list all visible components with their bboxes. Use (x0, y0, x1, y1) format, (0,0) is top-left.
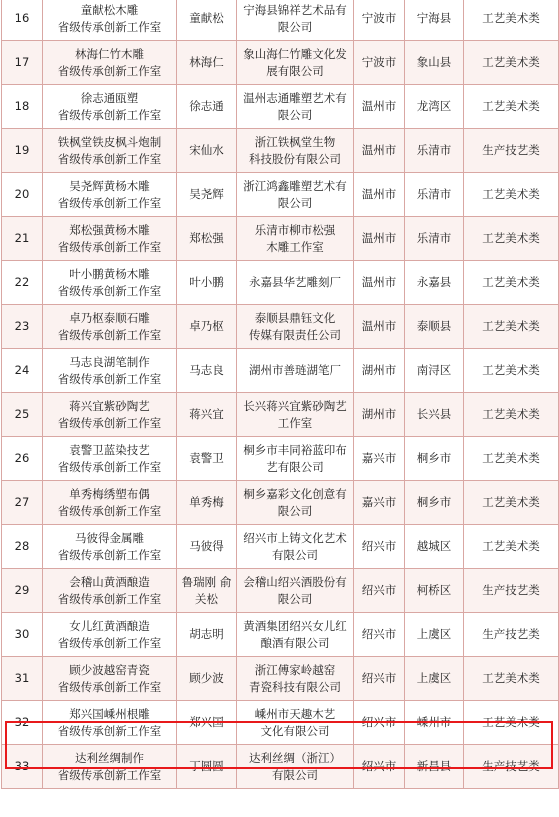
cell-studio-name (43, 657, 177, 701)
cell-person-line: 叶小鹏 (189, 275, 224, 289)
cell-number: 28 (2, 525, 43, 569)
cell-studio-name-line: 叶小鹏黄杨木雕 (69, 266, 150, 281)
cell-city: 温州市 (354, 85, 405, 129)
cell-category: 生产技艺类 (464, 129, 559, 173)
cell-company-line: 浙江鸿鑫雕塑艺术有 (243, 178, 347, 193)
cell-company (237, 569, 354, 613)
cell-person-line: 蒋兴宜 (189, 407, 224, 421)
cell-studio-name-line: 蒋兴宜紫砂陶艺 (69, 398, 150, 413)
table-row (2, 701, 559, 745)
cell-category: 工艺美术类 (464, 437, 559, 481)
cell-person (177, 481, 237, 525)
cell-city: 嘉兴市 (354, 481, 405, 525)
cell-category: 生产技艺类 (464, 745, 559, 789)
cell-studio-name-line: 马志良湖笔制作 (69, 354, 150, 369)
cell-studio-name-line: 会稽山黄酒酿造 (69, 574, 150, 589)
cell-studio-name-line: 省级传承创新工作室 (57, 723, 162, 738)
cell-county: 嵊州市 (405, 701, 464, 745)
cell-studio-name-line: 徐志通瓯塑 (80, 90, 139, 105)
cell-studio-name-line: 省级传承创新工作室 (57, 239, 162, 254)
table-row (2, 657, 559, 701)
cell-studio-name-line: 省级传承创新工作室 (57, 459, 162, 474)
cell-company (237, 701, 354, 745)
cell-city: 温州市 (354, 173, 405, 217)
cell-company-line: 酿酒有限公司 (260, 635, 330, 650)
cell-city: 绍兴市 (354, 525, 405, 569)
cell-person (177, 173, 237, 217)
cell-county: 宁海县 (405, 0, 464, 41)
cell-studio-name (43, 701, 177, 745)
table-row (2, 481, 559, 525)
cell-category: 工艺美术类 (464, 349, 559, 393)
cell-company (237, 613, 354, 657)
table-row (2, 525, 559, 569)
cell-city: 温州市 (354, 217, 405, 261)
cell-company-line: 木雕工作室 (266, 239, 324, 254)
cell-company-line: 科技股份有限公司 (249, 151, 341, 166)
cell-studio-name-line: 林海仁竹木雕 (75, 46, 144, 61)
cell-city: 绍兴市 (354, 569, 405, 613)
cell-county: 泰顺县 (405, 305, 464, 349)
cell-studio-name (43, 437, 177, 481)
cell-company-line: 永嘉县华艺雕刻厂 (249, 275, 341, 289)
cell-company-line: 达利丝绸（浙江） (249, 750, 341, 765)
cell-company-line: 限公司 (277, 195, 313, 210)
cell-company-line: 限公司 (277, 591, 313, 606)
cell-person (177, 569, 237, 613)
cell-county: 桐乡市 (405, 437, 464, 481)
cell-number: 22 (2, 261, 43, 305)
cell-company (237, 0, 354, 41)
cell-company (237, 41, 354, 85)
cell-studio-name-line: 袁警卫蓝染技艺 (69, 442, 150, 457)
cell-number: 29 (2, 569, 43, 613)
cell-company (237, 393, 354, 437)
cell-person (177, 613, 237, 657)
cell-person (177, 701, 237, 745)
cell-city: 温州市 (354, 305, 405, 349)
cell-category: 工艺美术类 (464, 41, 559, 85)
cell-company-line: 长兴蒋兴宜紫砂陶艺 (243, 398, 347, 413)
cell-person (177, 129, 237, 173)
cell-person (177, 393, 237, 437)
cell-studio-name-line: 单秀梅绣塑布偶 (69, 486, 150, 501)
cell-studio-name-line: 省级传承创新工作室 (57, 195, 162, 210)
cell-category: 工艺美术类 (464, 217, 559, 261)
cell-person (177, 745, 237, 789)
cell-category: 工艺美术类 (464, 393, 559, 437)
cell-studio-name (43, 85, 177, 129)
cell-person-line: 袁警卫 (189, 451, 224, 465)
table-row (2, 173, 559, 217)
cell-studio-name-line: 吴尧辉黄杨木雕 (69, 178, 150, 193)
cell-county: 桐乡市 (405, 481, 464, 525)
cell-company (237, 437, 354, 481)
cell-company-line: 有限公司 (272, 767, 318, 782)
cell-category: 工艺美术类 (464, 173, 559, 217)
cell-studio-name-line: 省级传承创新工作室 (57, 19, 162, 34)
cell-city: 湖州市 (354, 349, 405, 393)
table-row (2, 217, 559, 261)
cell-person (177, 0, 237, 41)
cell-company (237, 173, 354, 217)
cell-company (237, 85, 354, 129)
cell-company-line: 青瓷科技有限公司 (249, 679, 341, 694)
cell-city: 嘉兴市 (354, 437, 405, 481)
cell-person-line: 单秀梅 (189, 495, 224, 509)
cell-studio-name (43, 393, 177, 437)
cell-person (177, 349, 237, 393)
cell-studio-name-line: 童献松木雕 (80, 2, 139, 17)
cell-company-line: 限公司 (277, 503, 313, 518)
cell-city: 湖州市 (354, 393, 405, 437)
cell-county: 南浔区 (405, 349, 464, 393)
cell-county: 乐清市 (405, 129, 464, 173)
cell-company-line: 限公司 (277, 19, 313, 34)
cell-county: 龙湾区 (405, 85, 464, 129)
cell-city: 温州市 (354, 261, 405, 305)
cell-company (237, 481, 354, 525)
cell-person (177, 305, 237, 349)
cell-company-line: 浙江傅家岭越窑 (254, 662, 336, 677)
cell-category: 工艺美术类 (464, 85, 559, 129)
cell-studio-name (43, 41, 177, 85)
cell-person (177, 525, 237, 569)
cell-county: 越城区 (405, 525, 464, 569)
cell-studio-name-line: 顾少波越窑青瓷 (69, 662, 150, 677)
cell-category: 工艺美术类 (464, 261, 559, 305)
cell-person-line: 胡志明 (189, 627, 224, 641)
cell-person-line: 童献松 (189, 11, 224, 25)
cell-company-line: 绍兴市上铸文化艺术 (243, 530, 347, 545)
cell-studio-name (43, 613, 177, 657)
cell-number: 25 (2, 393, 43, 437)
cell-company (237, 657, 354, 701)
studio-table (1, 0, 559, 789)
cell-studio-name (43, 129, 177, 173)
cell-person-line: 鲁瑞刚 俞 (181, 574, 232, 589)
cell-company-line: 工作室 (277, 415, 313, 430)
cell-studio-name-line: 省级传承创新工作室 (57, 767, 162, 782)
cell-company-line: 象山海仁竹雕文化发 (243, 46, 347, 61)
cell-number: 30 (2, 613, 43, 657)
cell-company-line: 桐乡市丰同裕蓝印布 (243, 442, 347, 457)
cell-studio-name-line: 省级传承创新工作室 (57, 327, 162, 342)
table-row (2, 129, 559, 173)
cell-studio-name-line: 马彼得金属雕 (75, 530, 144, 545)
cell-person-line: 顾少波 (189, 671, 224, 685)
cell-person (177, 657, 237, 701)
cell-city: 宁波市 (354, 0, 405, 41)
cell-company-line: 浙江铁枫堂生物 (254, 134, 336, 149)
cell-studio-name-line: 省级传承创新工作室 (57, 371, 162, 386)
cell-number: 21 (2, 217, 43, 261)
cell-number: 20 (2, 173, 43, 217)
cell-number: 19 (2, 129, 43, 173)
cell-person-line: 丁圆圆 (189, 759, 224, 773)
cell-studio-name-line: 郑兴国嵊州根雕 (69, 706, 150, 721)
table-row (2, 41, 559, 85)
cell-county: 乐清市 (405, 217, 464, 261)
cell-person (177, 85, 237, 129)
cell-number: 17 (2, 41, 43, 85)
cell-studio-name-line: 省级传承创新工作室 (57, 591, 162, 606)
cell-studio-name (43, 569, 177, 613)
cell-studio-name (43, 261, 177, 305)
cell-person-line: 徐志通 (189, 99, 224, 113)
cell-studio-name (43, 349, 177, 393)
cell-studio-name (43, 0, 177, 41)
cell-company (237, 525, 354, 569)
cell-person-line: 关松 (195, 591, 218, 606)
cell-company-line: 限公司 (277, 107, 313, 122)
cell-category: 工艺美术类 (464, 701, 559, 745)
cell-company-line: 泰顺县鼎钰文化 (254, 310, 336, 325)
cell-studio-name-line: 省级传承创新工作室 (57, 635, 162, 650)
cell-category: 生产技艺类 (464, 569, 559, 613)
cell-county: 象山县 (405, 41, 464, 85)
cell-number: 26 (2, 437, 43, 481)
cell-studio-name-line: 省级传承创新工作室 (57, 63, 162, 78)
cell-studio-name (43, 217, 177, 261)
table-row (2, 569, 559, 613)
cell-number: 23 (2, 305, 43, 349)
cell-person (177, 437, 237, 481)
cell-company-line: 艺有限公司 (266, 459, 324, 474)
cell-studio-name-line: 省级传承创新工作室 (57, 547, 162, 562)
cell-number: 33 (2, 745, 43, 789)
table-row (2, 261, 559, 305)
cell-city: 温州市 (354, 129, 405, 173)
cell-person-line: 马志良 (189, 363, 224, 377)
cell-studio-name-line: 省级传承创新工作室 (57, 283, 162, 298)
cell-studio-name (43, 173, 177, 217)
cell-category: 工艺美术类 (464, 481, 559, 525)
cell-studio-name (43, 481, 177, 525)
cell-person (177, 217, 237, 261)
cell-studio-name-line: 省级传承创新工作室 (57, 679, 162, 694)
cell-company-line: 温州志通雕塑艺术有 (243, 90, 347, 105)
cell-studio-name-line: 省级传承创新工作室 (57, 151, 162, 166)
cell-company-line: 文化有限公司 (260, 723, 330, 738)
cell-company-line: 传媒有限责任公司 (249, 327, 341, 342)
cell-company-line: 嵊州市天趣木艺 (254, 706, 336, 721)
cell-number: 18 (2, 85, 43, 129)
cell-city: 绍兴市 (354, 745, 405, 789)
table-row (2, 85, 559, 129)
cell-company-line: 桐乡嘉彩文化创意有 (243, 486, 347, 501)
cell-company-line: 宁海县锦祥艺术品有 (243, 2, 347, 17)
cell-number: 32 (2, 701, 43, 745)
cell-person (177, 261, 237, 305)
table-row (2, 305, 559, 349)
table-row (2, 0, 559, 41)
cell-number: 31 (2, 657, 43, 701)
cell-studio-name-line: 省级传承创新工作室 (57, 503, 162, 518)
cell-company-line: 湖州市善琏湖笔厂 (249, 363, 341, 377)
cell-person-line: 郑兴国 (189, 715, 224, 729)
cell-number: 16 (2, 0, 43, 41)
cell-person-line: 吴尧辉 (189, 187, 224, 201)
cell-company (237, 745, 354, 789)
cell-studio-name-line: 卓乃枢泰顺石雕 (69, 310, 150, 325)
cell-category: 工艺美术类 (464, 305, 559, 349)
cell-studio-name-line: 女儿红黄酒酿造 (69, 618, 150, 633)
cell-studio-name-line: 达利丝绸制作 (75, 750, 144, 765)
cell-company-line: 展有限公司 (266, 63, 324, 78)
cell-category: 生产技艺类 (464, 613, 559, 657)
cell-company (237, 217, 354, 261)
cell-city: 绍兴市 (354, 701, 405, 745)
cell-company (237, 129, 354, 173)
cell-studio-name-line: 省级传承创新工作室 (57, 415, 162, 430)
cell-company-line: 会稽山绍兴酒股份有 (243, 574, 347, 589)
cell-county: 上虞区 (405, 613, 464, 657)
cell-studio-name (43, 305, 177, 349)
cell-county: 新昌县 (405, 745, 464, 789)
cell-county: 乐清市 (405, 173, 464, 217)
table-row (2, 393, 559, 437)
cell-category: 工艺美术类 (464, 0, 559, 41)
table-body (2, 0, 559, 789)
cell-person-line: 郑松强 (189, 231, 224, 245)
table-row (2, 349, 559, 393)
cell-company (237, 261, 354, 305)
cell-company (237, 305, 354, 349)
table-row (2, 437, 559, 481)
cell-studio-name (43, 525, 177, 569)
cell-company-line: 有限公司 (272, 547, 318, 562)
cell-studio-name-line: 省级传承创新工作室 (57, 107, 162, 122)
cell-city: 绍兴市 (354, 613, 405, 657)
cell-county: 永嘉县 (405, 261, 464, 305)
cell-person-line: 马彼得 (189, 539, 224, 553)
cell-company-line: 黄酒集团绍兴女儿红 (243, 618, 347, 633)
cell-person (177, 41, 237, 85)
cell-category: 工艺美术类 (464, 657, 559, 701)
cell-studio-name-line: 郑松强黄杨木雕 (69, 222, 150, 237)
table-row (2, 745, 559, 789)
cell-person-line: 林海仁 (189, 55, 224, 69)
table-row (2, 613, 559, 657)
cell-category: 工艺美术类 (464, 525, 559, 569)
cell-county: 长兴县 (405, 393, 464, 437)
cell-person-line: 卓乃枢 (189, 319, 224, 333)
cell-studio-name-line: 铁枫堂铁皮枫斗炮制 (57, 134, 162, 149)
cell-person-line: 宋仙水 (189, 143, 224, 157)
cell-company (237, 349, 354, 393)
cell-studio-name (43, 745, 177, 789)
cell-county: 上虞区 (405, 657, 464, 701)
cell-county: 柯桥区 (405, 569, 464, 613)
cell-city: 绍兴市 (354, 657, 405, 701)
cell-number: 24 (2, 349, 43, 393)
cell-city: 宁波市 (354, 41, 405, 85)
cell-number: 27 (2, 481, 43, 525)
cell-company-line: 乐清市柳市松强 (254, 222, 336, 237)
